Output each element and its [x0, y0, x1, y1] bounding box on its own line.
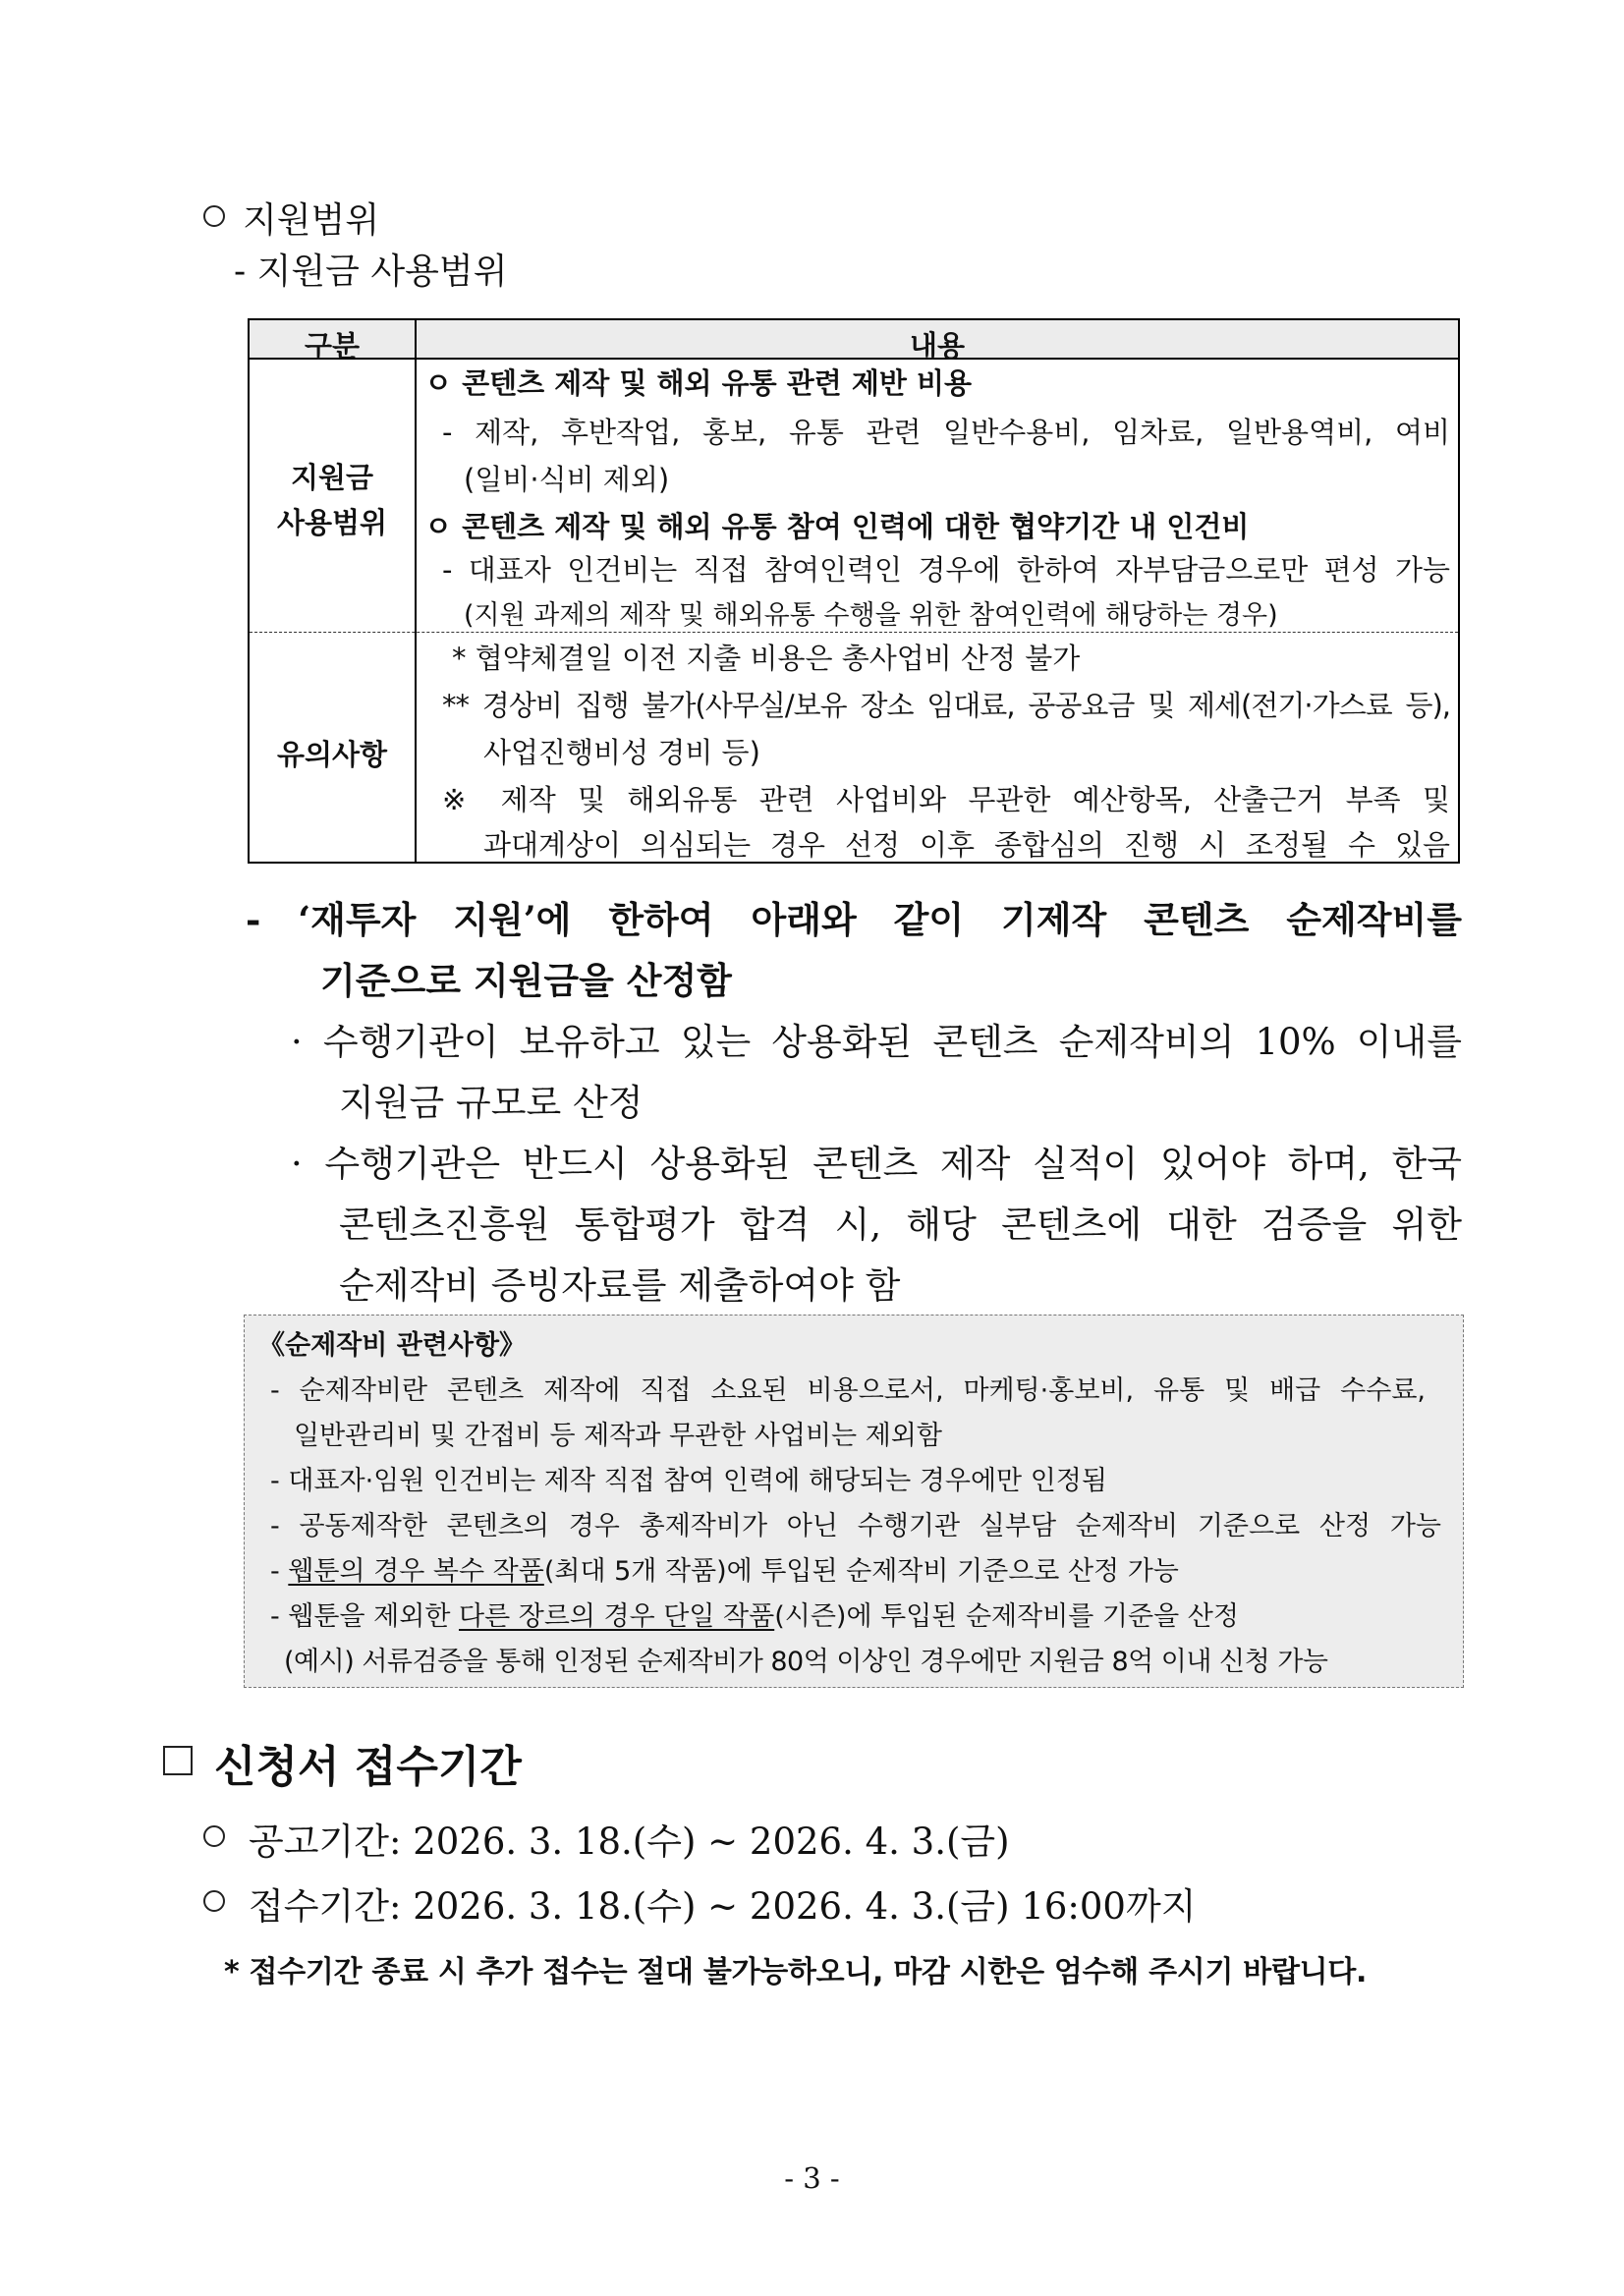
circle-bullet-icon — [203, 1890, 225, 1912]
scope-table — [248, 318, 1460, 864]
content-item-2-line1: - 대표자 인건비는 직접 참여인력인 경우에 한하여 자부담금으로만 편성 가능 — [442, 553, 1450, 587]
header-category: 구분 — [304, 329, 361, 363]
row-label-notes: 유의사항 — [276, 738, 388, 771]
net-cost-line5 — [270, 1549, 1179, 1588]
receipt-period: 접수기간: 2026. 3. 18.(수) ~ 2026. 4. 3.(금) 16:00까지 — [249, 1885, 1197, 1928]
reinvest-bullet1-line1: · 수행기관이 보유하고 있는 상용화된 콘텐츠 순제작비의 10% 이내를 — [291, 1021, 1462, 1063]
net-cost-line6-rest: (시즌)에 투입된 순제작비를 기준을 산정 — [774, 1601, 1239, 1632]
note-2-line2: 사업진행비성 경비 등) — [483, 736, 760, 769]
note-1: * 협약체결일 이전 지출 비용은 총사업비 산정 불가 — [452, 642, 1081, 675]
net-cost-line4: - 공동제작한 콘텐츠의 경우 총제작비가 아닌 수행기관 실부담 순제작비 기준으로 산정 가능 — [270, 1511, 1441, 1541]
net-cost-line1: - 순제작비란 콘텐츠 제작에 직접 소요된 비용으로서, 마케팅·홍보비, 유통 및 배급 수수료, — [270, 1375, 1426, 1406]
notice-period: 공고기간: 2026. 3. 18.(수) ~ 2026. 4. 3.(금) — [249, 1820, 1010, 1863]
reinvest-line1: - ‘재투자 지원’에 한하여 아래와 같이 기제작 콘텐츠 순제작비를 — [246, 898, 1462, 941]
deadline-warning: * 접수기간 종료 시 추가 접수는 절대 불가능하오니, 마감 시한은 엄수해 주시기 바랍니다. — [224, 1955, 1368, 1989]
net-cost-title: 《순제작비 관련사항》 — [258, 1330, 527, 1361]
net-cost-note-box — [244, 1315, 1464, 1688]
section-heading-application: 신청서 접수기간 — [214, 1742, 522, 1792]
circle-bullet-icon — [203, 205, 225, 227]
header-content: 내용 — [909, 329, 966, 363]
net-cost-line3: - 대표자·임원 인건비는 제작 직접 참여 인력에 해당되는 경우에만 인정됨 — [270, 1466, 1107, 1496]
circle-bullet-icon — [203, 1825, 225, 1847]
reinvest-bullet1-line2: 지원금 규모로 산정 — [339, 1082, 644, 1124]
net-cost-line5-rest: (최대 5개 작품)에 투입된 순제작비 기준으로 산정 가능 — [543, 1556, 1179, 1587]
subheading-usage-scope: - 지원금 사용범위 — [234, 252, 508, 292]
reinvest-bullet2-line3: 순제작비 증빙자료를 제출하여야 함 — [339, 1264, 901, 1307]
content-item-2-line2: (지원 과제의 제작 및 해외유통 수행을 위한 참여인력에 해당하는 경우) — [464, 600, 1278, 631]
table-row-divider — [250, 632, 1458, 633]
net-cost-line6 — [270, 1595, 1239, 1633]
net-cost-line6-prefix: - 웹툰을 제외한 — [270, 1601, 459, 1632]
content-item-1-line2: (일비·식비 제외) — [464, 463, 670, 496]
net-cost-line5-prefix: - — [270, 1556, 289, 1587]
note-2-line1: ** 경상비 집행 불가(사무실/보유 장소 임대료, 공공요금 및 제세(전기·가스료 등), — [442, 689, 1450, 722]
note-3-line2: 과대계상이 의심되는 경우 선정 이후 종합심의 진행 시 조정될 수 있음 — [483, 828, 1450, 862]
note-3-line1: ※ 제작 및 해외유통 관련 사업비와 무관한 예산항목, 산출근거 부족 및 — [442, 783, 1450, 816]
net-cost-line7: (예시) 서류검증을 통해 인정된 순제작비가 80억 이상인 경우에만 지원금 8억 이내 신청 가능 — [284, 1647, 1328, 1677]
content-item-1-line1: - 제작, 후반작업, 홍보, 유통 관련 일반수용비, 임차료, 일반용역비, 여비 — [442, 416, 1450, 449]
content-bullet-1: ㅇ 콘텐츠 제작 및 해외 유통 관련 제반 비용 — [424, 366, 973, 400]
net-cost-line5-underlined: 웹툰의 경우 복수 작품 — [288, 1556, 544, 1587]
section-heading-support-scope: 지원범위 — [243, 200, 380, 241]
checkbox-square-icon — [163, 1746, 193, 1775]
content-bullet-2: ㅇ 콘텐츠 제작 및 해외 유통 참여 인력에 대한 협약기간 내 인건비 — [424, 510, 1250, 543]
reinvest-line2: 기준으로 지원금을 산정함 — [320, 959, 732, 1002]
reinvest-bullet2-line1: · 수행기관은 반드시 상용화된 콘텐츠 제작 실적이 있어야 하며, 한국 — [291, 1143, 1462, 1185]
table-divider — [415, 320, 417, 862]
net-cost-line2: 일반관리비 및 간접비 등 제작과 무관한 사업비는 제외함 — [294, 1421, 942, 1451]
row-label-usage-line2: 사용범위 — [276, 506, 388, 539]
row-label-usage-line1: 지원금 — [290, 461, 374, 494]
net-cost-line6-underlined: 다른 장르의 경우 단일 작품 — [458, 1601, 775, 1632]
page-number: - 3 - — [784, 2161, 840, 2195]
reinvest-bullet2-line2: 콘텐츠진흥원 통합평가 합격 시, 해당 콘텐츠에 대한 검증을 위한 — [339, 1204, 1462, 1246]
